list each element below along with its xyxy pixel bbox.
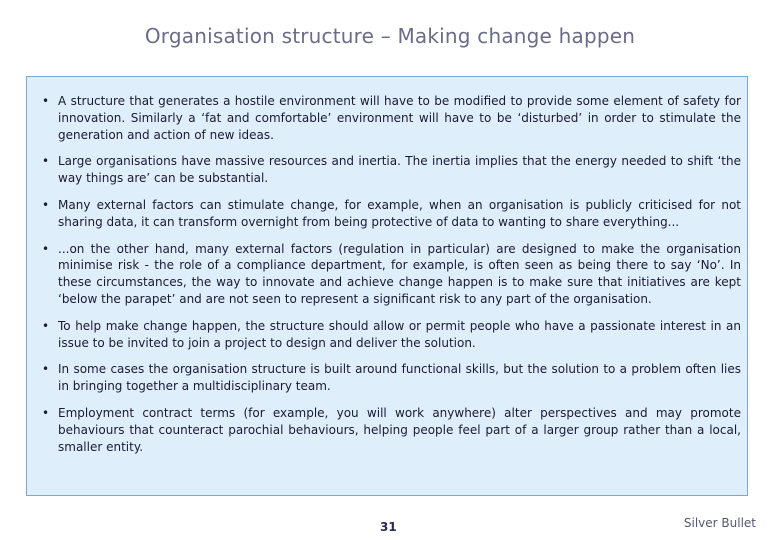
bullet-text: A structure that generates a hostile environment will have to be modified to provide some element of safety for innovation. Similarly a ‘fat and comfortable’ environment will have to be ‘disturbed’ in order to stimulate the generation and action of new ideas. [58, 94, 741, 142]
bullet-item [41, 241, 741, 308]
page-number: 31 [380, 520, 397, 534]
bullet-dot: • [42, 94, 50, 108]
bullet-dot: • [42, 241, 50, 256]
bullet-item [41, 318, 741, 352]
bullet-text: Employment contract terms (for example, you will work anywhere) alter perspectives and may promote behaviours that counteract parochial behaviours, helping people feel part of a larger group rather than a local, smaller entity. [58, 405, 741, 454]
bullet-dot: • [42, 405, 50, 420]
content-box [26, 76, 748, 496]
bullet-item [41, 197, 741, 231]
bullet-text: ...on the other hand, many external factors (regulation in particular) are designed to make the organisation minimise risk - the role of a compliance department, for example, is often seen as being there to say ‘No’. In these circumstances, the way to innovate and achieve change happen is to make sure that initiatives are kept ‘below the parapet’ and are not seen to represent a significant risk to any part of the organisation. [58, 241, 741, 306]
bullet-dot: • [42, 362, 50, 377]
bullet-text: Many external factors can stimulate change, for example, when an organisation is publicly criticised for not sharing data, it can transform overnight from being protective of data to wanting to share everything... [58, 197, 741, 229]
bullet-item [41, 153, 741, 187]
brand-name: Silver Bullet [683, 516, 756, 530]
bullet-item [41, 405, 741, 455]
bullet-item [41, 93, 741, 143]
bullet-list [41, 93, 741, 455]
bullet-dot: • [42, 318, 50, 333]
bullet-text: In some cases the organisation structure is built around functional skills, but the solution to a problem often lies in bringing together a multidisciplinary team. [58, 362, 741, 394]
bullet-dot: • [42, 154, 50, 169]
slide-title: Organisation structure – Making change happen [144, 24, 636, 48]
bullet-text: Large organisations have massive resources and inertia. The inertia implies that the energy needed to shift ‘the way things are’ can be substantial. [58, 154, 741, 186]
bullet-dot: • [42, 197, 50, 212]
bullet-text: To help make change happen, the structure should allow or permit people who have a passionate interest in an issue to be invited to join a project to design and deliver the solution. [58, 318, 741, 350]
bullet-item [41, 361, 741, 395]
